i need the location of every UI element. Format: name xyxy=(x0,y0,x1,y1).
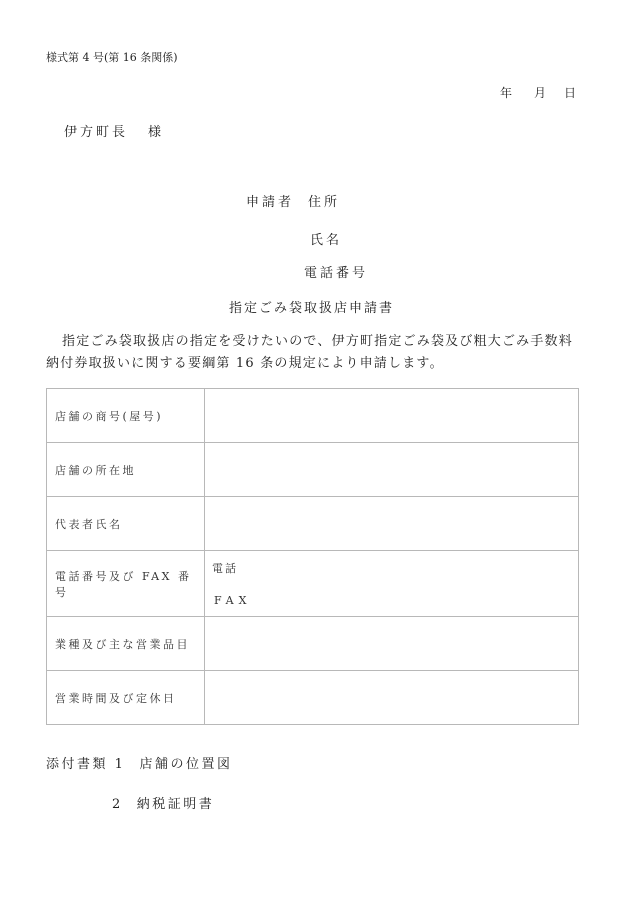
table-row-business-type xyxy=(47,617,579,671)
date-line xyxy=(500,84,580,101)
attachments-heading: 添付書類 xyxy=(46,757,109,772)
representative-name-field[interactable] xyxy=(205,497,579,551)
phone-fax-field[interactable] xyxy=(205,551,579,617)
table-row-phone-fax xyxy=(47,551,579,617)
addressee-title: 伊方町長 xyxy=(64,125,129,140)
attachment-item-1 xyxy=(46,753,232,772)
shop-name-field[interactable] xyxy=(205,389,579,443)
applicant-phone-label: 電話番号 xyxy=(304,266,369,281)
attachment-number: 2 xyxy=(112,797,123,812)
attachment-number: 1 xyxy=(114,757,126,772)
applicant-address-label: 住所 xyxy=(308,195,341,210)
date-month-label: 月 xyxy=(534,86,547,100)
table-row-representative xyxy=(47,497,579,551)
shop-address-field[interactable] xyxy=(205,443,579,497)
table-row-business-hours xyxy=(47,671,579,725)
business-type-field[interactable] xyxy=(205,617,579,671)
row-label: 店舗の所在地 xyxy=(47,443,205,497)
document-body xyxy=(46,331,586,375)
fax-label: FAX xyxy=(214,594,252,607)
applicant-block xyxy=(246,191,340,210)
applicant-name-label: 氏名 xyxy=(310,233,343,248)
attachment-label: 納税証明書 xyxy=(136,797,215,812)
addressee xyxy=(64,121,164,140)
form-number: 様式第 4 号(第 16 条関係) xyxy=(46,51,178,64)
tel-label: 電話 xyxy=(212,562,238,575)
body-line-1: 指定ごみ袋取扱店の指定を受けたいので、伊方町指定ごみ袋及び粗大ごみ手数料 xyxy=(62,334,573,349)
applicant-label: 申請者 xyxy=(246,195,295,210)
business-hours-field[interactable] xyxy=(205,671,579,725)
table-row-shop-address xyxy=(47,443,579,497)
row-label: 営業時間及び定休日 xyxy=(47,671,205,725)
document-title: 指定ごみ袋取扱店申請書 xyxy=(229,301,395,316)
row-label: 業種及び主な営業品目 xyxy=(47,617,205,671)
row-label: 代表者氏名 xyxy=(47,497,205,551)
body-line-2: 納付券取扱いに関する要綱第 16 条の規定により申請します。 xyxy=(46,356,444,371)
table-row-shop-name xyxy=(47,389,579,443)
date-year-label: 年 xyxy=(500,86,513,100)
attachment-item-2 xyxy=(112,793,214,812)
row-label: 店舗の商号(屋号) xyxy=(47,389,205,443)
date-day-label: 日 xyxy=(564,86,577,100)
application-table xyxy=(46,388,579,725)
row-label: 電話番号及び FAX 番号 xyxy=(47,551,205,617)
attachment-label: 店舗の位置図 xyxy=(139,757,233,772)
addressee-honorific: 様 xyxy=(148,125,165,140)
